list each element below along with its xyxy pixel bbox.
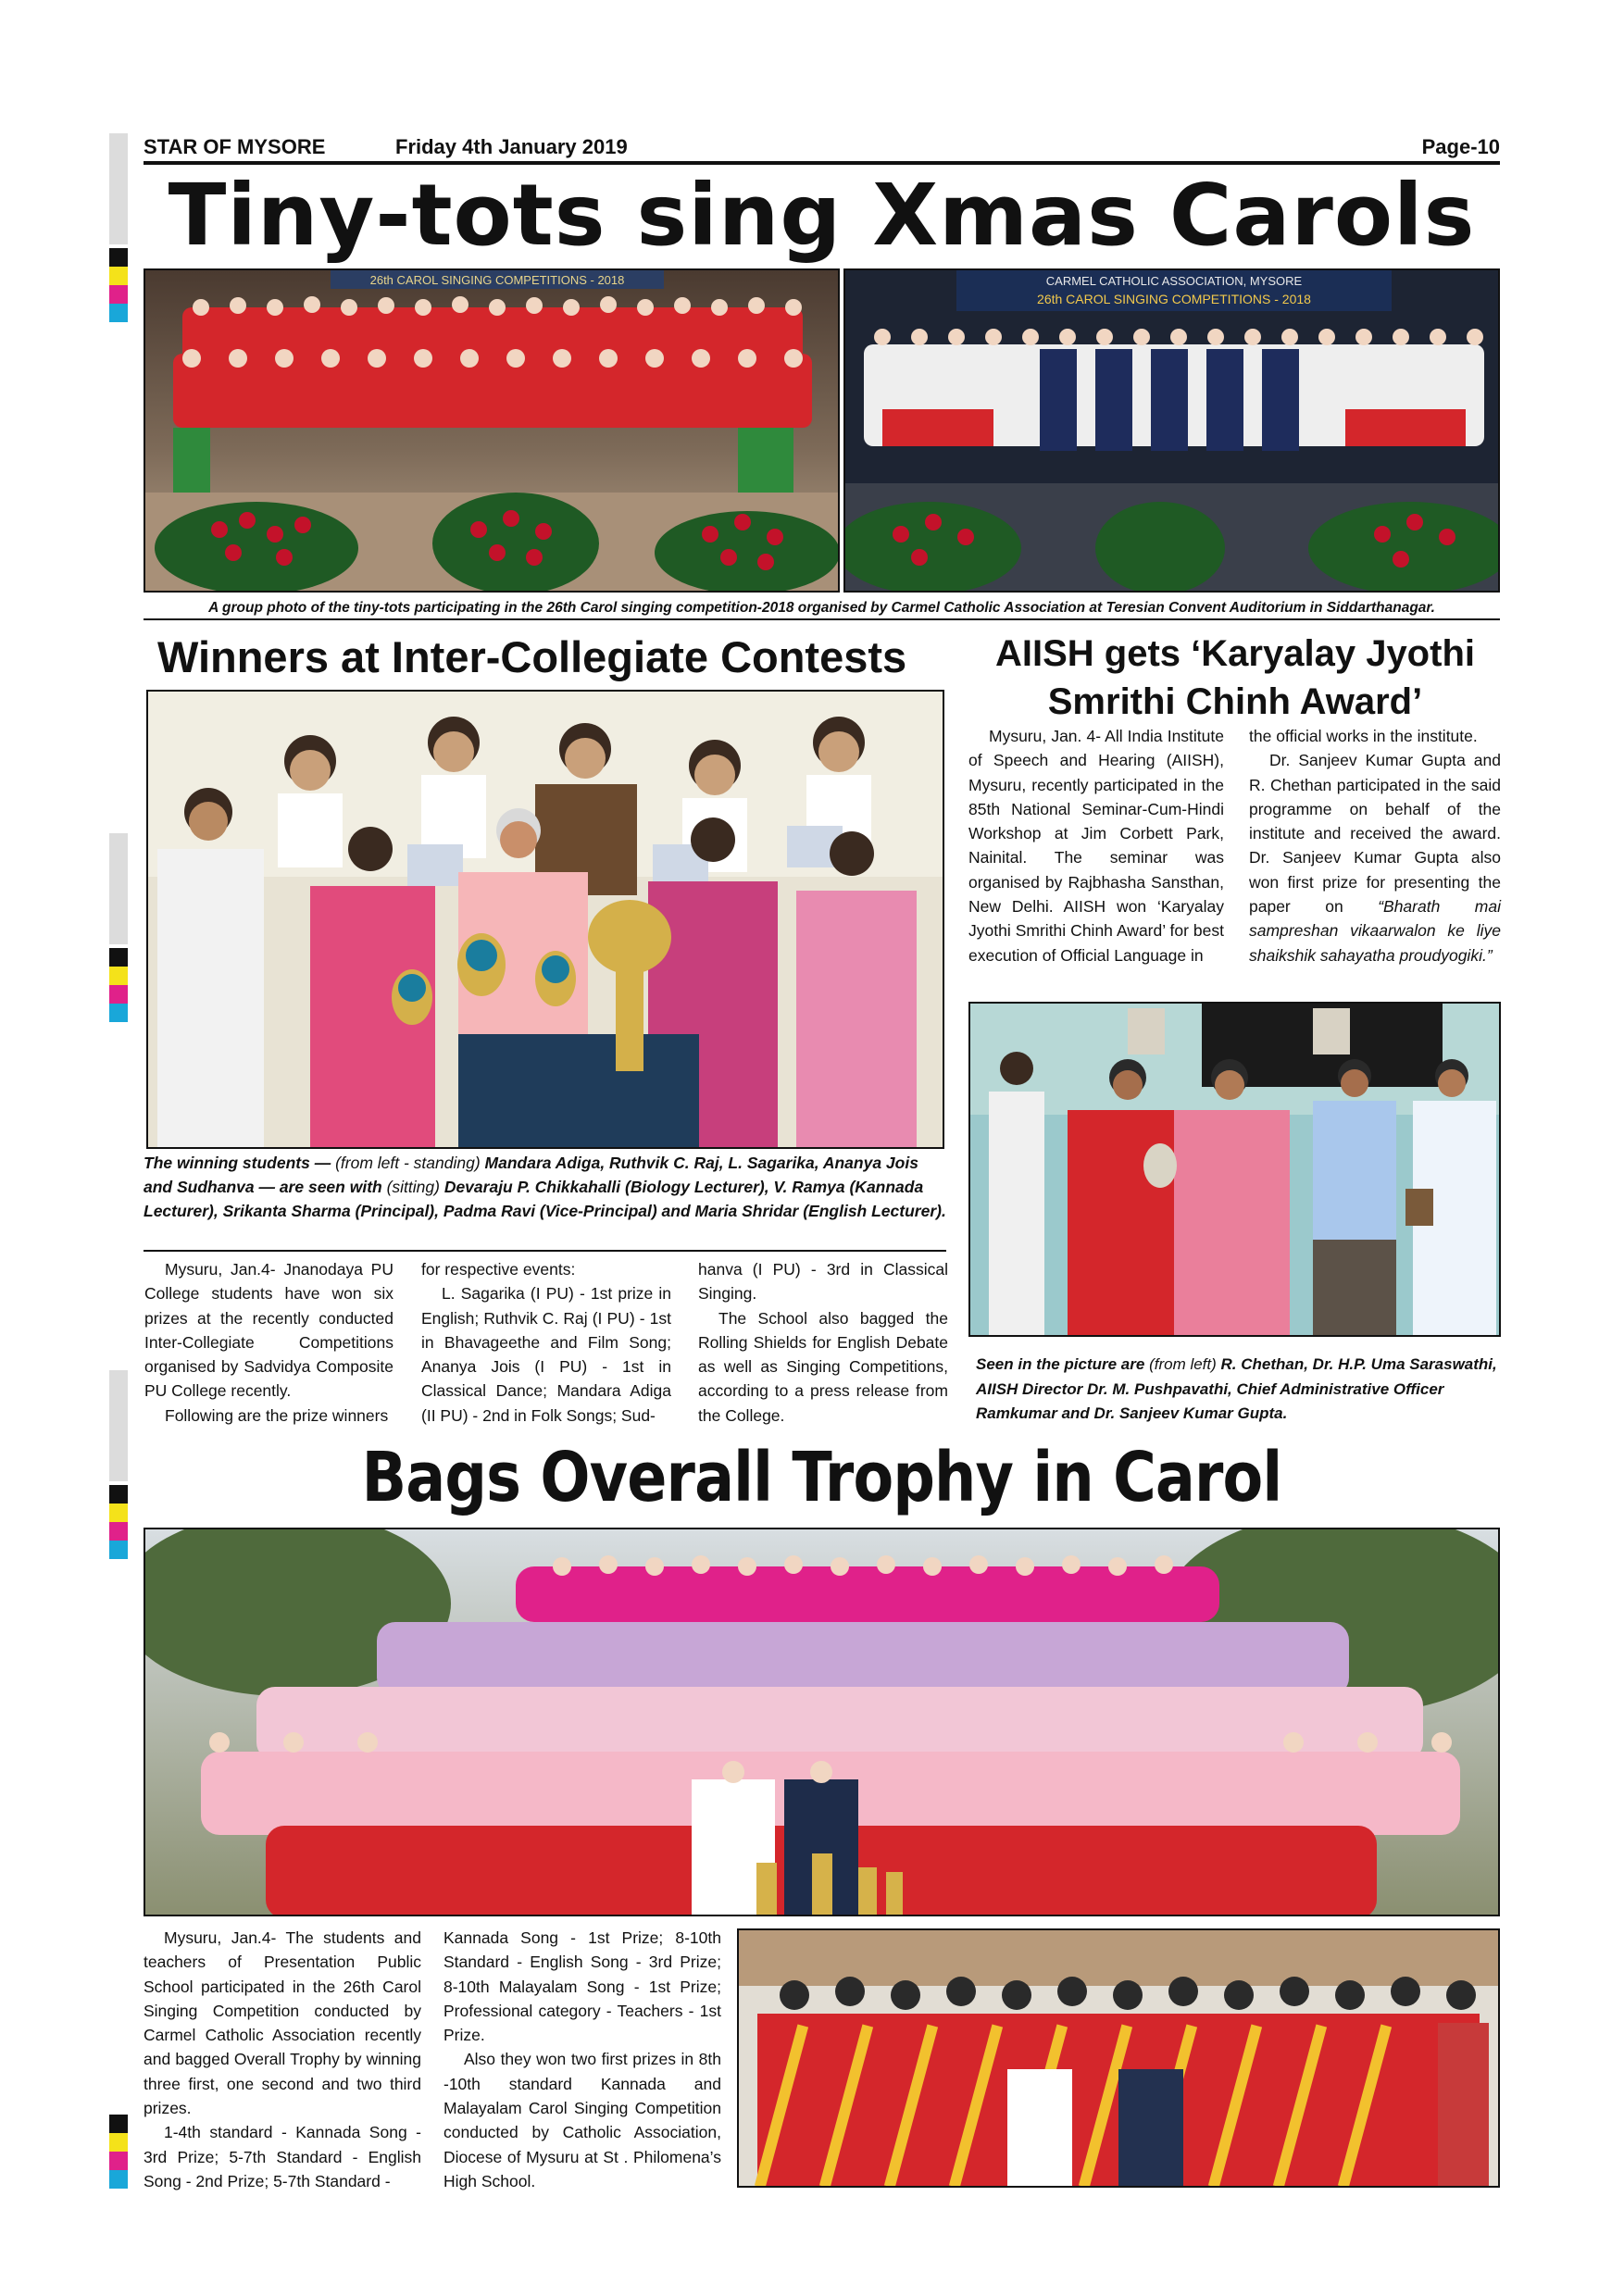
registration-yellow bbox=[109, 2133, 128, 2152]
photo-carol-group-polka bbox=[843, 268, 1500, 593]
headline-aiish-line-2: Smrithi Chinh Award’ bbox=[1047, 681, 1423, 722]
photo-presentation-school-group bbox=[144, 1528, 1500, 1916]
caption-position-note: (from left - standing) bbox=[335, 1154, 485, 1172]
caption-lead: Seen in the picture are bbox=[976, 1355, 1150, 1373]
banner-text-1: CARMEL CATHOLIC ASSOCIATION, MYSORE bbox=[1045, 274, 1303, 288]
article-paragraph: Mysuru, Jan.4- The students and teachers of Presentation Public School participated in the 26th Carol Singing Competition conducted by Carmel Catholic Association recently and bagged Overall Trophy by winning three first, one second and two third prizes. bbox=[144, 1928, 421, 2118]
photo-teachers-group bbox=[737, 1928, 1500, 2188]
registration-black bbox=[109, 248, 128, 267]
page-masthead bbox=[144, 133, 1500, 165]
article-paragraph: Mysuru, Jan.4- Jnanodaya PU College students have won six prizes at the recently conducted Inter-Collegiate Competitions organised by Sadvidya Composite PU College recently. bbox=[144, 1260, 394, 1401]
article-paragraph: The School also bagged the Rolling Shields for English Debate as well as Singing Competitions, according to a press release from the College. bbox=[698, 1308, 948, 1425]
aiish-column-2 bbox=[1249, 724, 1501, 967]
registration-black bbox=[109, 948, 128, 967]
article-paragraph: Mysuru, Jan. 4- All India Institute of Speech and Hearing (AIISH), Mysuru, recently participated in the 85th National Seminar-Cum-Hindi Workshop at Jim Corbett Park, Nainital. The seminar was organised by Rajbhasha Sansthan, New Delhi. AIISH won ‘Karyalay Jyothi Smrithi Chinh Award’ for best execution of Official Language in bbox=[968, 727, 1224, 965]
caption-aiish-award bbox=[976, 1353, 1500, 1427]
caption-names: R. Chethan, Dr. H.P. Uma Saraswathi, AIISH Director Dr. M. Pushpavathi, Chief Administrative Officer Ramkumar and Dr. Sanjeev Kumar Gupta. bbox=[976, 1355, 1497, 1422]
registration-yellow bbox=[109, 267, 128, 285]
registration-cyan bbox=[109, 304, 128, 322]
photo-carol-group-red bbox=[144, 268, 840, 593]
article-paragraph: Kannada Song - 1st Prize; 8-10th Standard - English Song - 3rd Prize; 8-10th Malayalam Song - 1st Prize; Professional category - Teachers - 1st Prize. bbox=[443, 1928, 721, 2045]
caption-lead: The winning students — bbox=[144, 1154, 336, 1172]
article-column-1 bbox=[144, 1257, 394, 1428]
headline-aiish-line-1: AIISH gets ‘Karyalay Jyothi bbox=[995, 633, 1475, 674]
issue-date: Friday 4th January 2019 bbox=[395, 135, 628, 158]
photo-winning-students-image bbox=[148, 692, 944, 1149]
article-text: Dr. Sanjeev Kumar Gupta and R. Chethan participated in the said programme on behalf of the institute and received the award. Dr. Sanjeev Kumar Gupta also won first prize for presenting the paper on bbox=[1249, 751, 1501, 917]
newspaper-name: STAR OF MYSORE bbox=[144, 135, 326, 158]
photo-aiish-award-image bbox=[970, 1004, 1501, 1337]
registration-black bbox=[109, 2115, 128, 2133]
trophy-column-1 bbox=[144, 1926, 421, 2193]
headline-tiny-tots: Tiny-tots sing Xmas Carols bbox=[168, 166, 1476, 265]
photo-caption-tiny-tots: A group photo of the tiny-tots participating in the 26th Carol singing competition-2018 organised by Carmel Catholic Association at Teresian Convent Auditorium in Siddarthanagar. bbox=[144, 596, 1500, 620]
article-paragraph: hanva (I PU) - 3rd in Classical Singing. bbox=[698, 1260, 948, 1304]
registration-magenta bbox=[109, 285, 128, 304]
article-paragraph: L. Sagarika (I PU) - 1st prize in English; Ruthvik C. Raj (I PU) - 1st in Bhavageethe and Film Song; Ananya Jois (I PU) - 1st in Classical Dance; Mandara Adiga (II PU) - 2nd in Folk Songs; Sud- bbox=[421, 1284, 671, 1425]
photo-carol-group-red-image bbox=[145, 270, 840, 593]
registration-bar bbox=[109, 133, 128, 244]
aiish-column-1 bbox=[968, 724, 1224, 967]
registration-magenta bbox=[109, 1522, 128, 1541]
trophy-column-2 bbox=[443, 1926, 721, 2193]
article-paragraph bbox=[1249, 748, 1501, 967]
page-number: Page-10 bbox=[1421, 135, 1500, 158]
article-paragraph: 1-4th standard - Kannada Song - 3rd Prize; 5-7th Standard - English Song - 2nd Prize; 5-7th Standard - bbox=[144, 2123, 421, 2190]
headline-overall-trophy: Bags Overall Trophy in Carol bbox=[361, 1438, 1282, 1517]
caption-rule bbox=[144, 1250, 946, 1252]
registration-cyan bbox=[109, 1004, 128, 1022]
registration-cyan bbox=[109, 1541, 128, 1559]
caption-position-note-2: (sitting) bbox=[386, 1178, 444, 1196]
caption-staff-names: Devaraju P. Chikkahalli (Biology Lecturer), V. Ramya (Kannada Lecturer), Srikanta Sharma (Principal), Padma Ravi (Vice-Principal) and Maria Shridar (English Lecturer). bbox=[144, 1178, 946, 1220]
caption-student-names: Mandara Adiga, Ruthvik C. Raj, L. Sagarika, Ananya Jois and Sudhanva — are seen with bbox=[144, 1154, 918, 1196]
registration-bar bbox=[109, 1370, 128, 1481]
registration-yellow bbox=[109, 967, 128, 985]
registration-cyan bbox=[109, 2170, 128, 2189]
photo-teachers-group-image bbox=[739, 1930, 1500, 2188]
headline-aiish bbox=[967, 630, 1504, 726]
photo-carol-group-polka-image bbox=[845, 270, 1500, 593]
registration-yellow bbox=[109, 1504, 128, 1522]
article-column-3 bbox=[698, 1257, 948, 1428]
registration-black bbox=[109, 1485, 128, 1504]
caption-winning-students bbox=[144, 1151, 946, 1223]
registration-bar bbox=[109, 833, 128, 944]
registration-magenta bbox=[109, 2152, 128, 2170]
article-column-2 bbox=[421, 1257, 671, 1428]
article-paragraph: for respective events: bbox=[421, 1260, 576, 1279]
photo-presentation-school-group-image bbox=[145, 1529, 1500, 1916]
banner-text-2: 26th CAROL SINGING COMPETITIONS - 2018 bbox=[1037, 292, 1311, 306]
registration-magenta bbox=[109, 985, 128, 1004]
article-paragraph: the official works in the institute. bbox=[1249, 727, 1478, 745]
headline-inter-collegiate: Winners at Inter-Collegiate Contests bbox=[157, 632, 907, 681]
article-paragraph: Following are the prize winners bbox=[165, 1405, 389, 1425]
photo-aiish-award bbox=[968, 1002, 1501, 1337]
paper-title: “Bharath mai sampreshan vikaarwalon ke liye shaikshik sahayatha proudyogiki.” bbox=[1249, 897, 1501, 965]
banner-text: 26th CAROL SINGING COMPETITIONS - 2018 bbox=[369, 273, 625, 287]
caption-position-note: (from left) bbox=[1149, 1355, 1221, 1373]
article-paragraph: Also they won two first prizes in 8th -10th standard Kannada and Malayalam Carol Singing Competition conducted by Catholic Association, Diocese of Mysuru at St . Philomena’s High School. bbox=[443, 2050, 721, 2190]
photo-winning-students bbox=[146, 690, 944, 1149]
